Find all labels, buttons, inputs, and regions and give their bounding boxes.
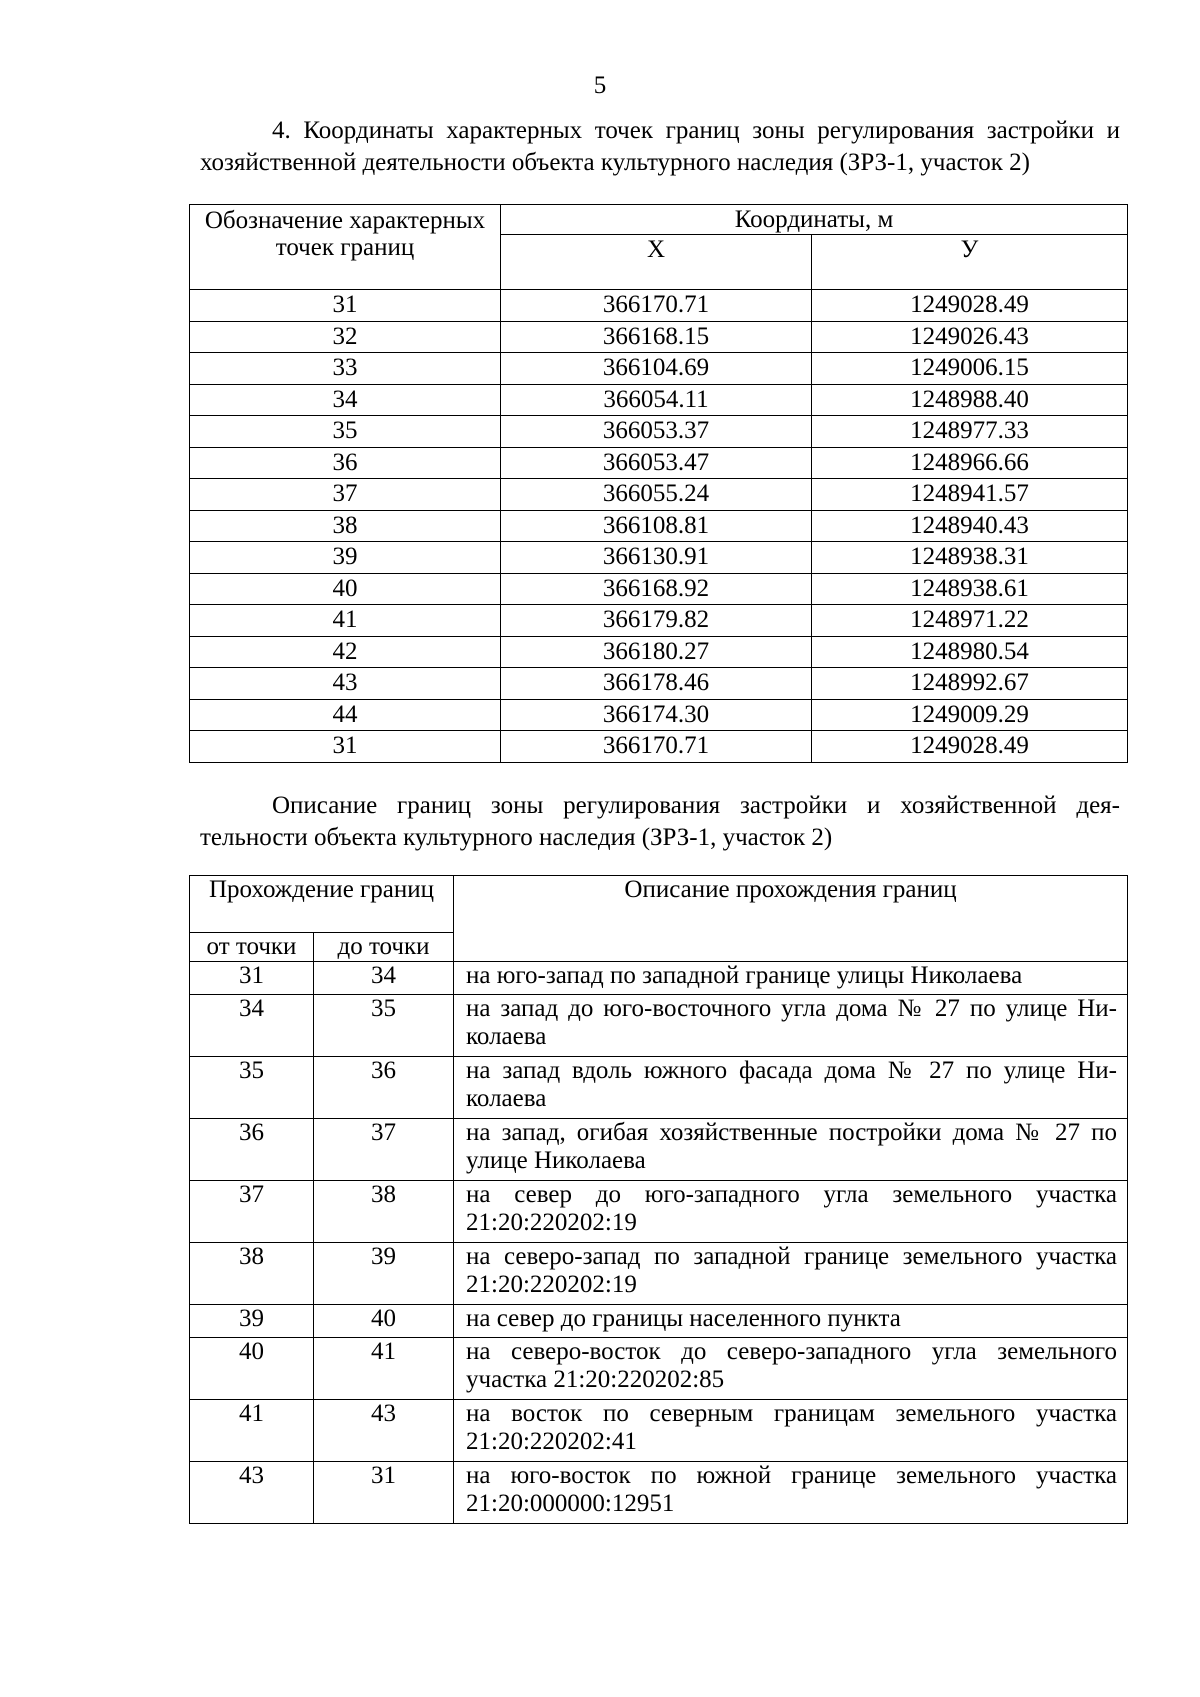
y-cell: 1249028.49 [812, 731, 1128, 763]
to-point-cell: 31 [314, 1462, 454, 1524]
description-cell: на запад, огибая хозяйственные постройки дома № 27 по улице Николаева [454, 1119, 1128, 1181]
point-cell: 40 [190, 573, 501, 605]
table-row [190, 447, 1128, 479]
to-point-cell: 35 [314, 995, 454, 1057]
from-point-cell: 43 [190, 1462, 314, 1524]
table-row [190, 1243, 1128, 1305]
x-cell: 366054.11 [501, 384, 812, 416]
coordinates-table [189, 204, 1128, 763]
x-cell: 366168.92 [501, 573, 812, 605]
to-point-cell: 37 [314, 1119, 454, 1181]
table-row [190, 479, 1128, 511]
to-point-cell: 38 [314, 1181, 454, 1243]
point-cell: 42 [190, 636, 501, 668]
header-from-point: от точки [190, 933, 314, 962]
point-cell: 34 [190, 384, 501, 416]
page-number: 5 [593, 72, 607, 99]
from-point-cell: 34 [190, 995, 314, 1057]
header-to-point: до точки [314, 933, 454, 962]
y-cell: 1248938.61 [812, 573, 1128, 605]
y-cell: 1249028.49 [812, 290, 1128, 322]
from-point-cell: 38 [190, 1243, 314, 1305]
description-cell: на запад до юго-восточного угла дома № 27 по улице Ни-колаева [454, 995, 1128, 1057]
y-cell: 1248971.22 [812, 605, 1128, 637]
from-point-cell: 31 [190, 962, 314, 995]
to-point-cell: 40 [314, 1305, 454, 1338]
table-row [190, 542, 1128, 574]
y-cell: 1248940.43 [812, 510, 1128, 542]
description-cell: на запад вдоль южного фасада дома № 27 по улице Ни-колаева [454, 1057, 1128, 1119]
y-cell: 1249026.43 [812, 321, 1128, 353]
x-cell: 366055.24 [501, 479, 812, 511]
table-row [190, 321, 1128, 353]
table-row [190, 995, 1128, 1057]
table-row [190, 416, 1128, 448]
from-point-cell: 41 [190, 1400, 314, 1462]
to-point-cell: 39 [314, 1243, 454, 1305]
point-cell: 37 [190, 479, 501, 511]
description-cell: на юго-запад по западной границе улицы Николаева [454, 962, 1128, 995]
table-row [190, 636, 1128, 668]
table-row [190, 1462, 1128, 1524]
table-row [190, 353, 1128, 385]
y-cell: 1248980.54 [812, 636, 1128, 668]
table-row [190, 668, 1128, 700]
y-cell: 1248977.33 [812, 416, 1128, 448]
x-cell: 366179.82 [501, 605, 812, 637]
point-cell: 43 [190, 668, 501, 700]
point-cell: 33 [190, 353, 501, 385]
table-row [190, 605, 1128, 637]
description-cell: на северо-запад по западной границе земельного участка 21:20:220202:19 [454, 1243, 1128, 1305]
table-row [190, 384, 1128, 416]
header-boundary-description: Описание прохождения границ [454, 876, 1128, 962]
y-cell: 1249009.29 [812, 699, 1128, 731]
description-cell: на восток по северным границам земельного участка 21:20:220202:41 [454, 1400, 1128, 1462]
point-cell: 32 [190, 321, 501, 353]
coordinates-table-title: 4. Координаты характерных точек границ зоны регулирования застройки и хозяйственной деятельности объекта культурного наследия (ЗРЗ-1, участок 2) [200, 117, 1120, 176]
point-cell: 39 [190, 542, 501, 574]
x-cell: 366170.71 [501, 290, 812, 322]
x-cell: 366170.71 [501, 731, 812, 763]
point-cell: 35 [190, 416, 501, 448]
table-row [190, 731, 1128, 763]
y-cell: 1248938.31 [812, 542, 1128, 574]
x-cell: 366053.37 [501, 416, 812, 448]
y-cell: 1248966.66 [812, 447, 1128, 479]
table-row [190, 1057, 1128, 1119]
table-row [190, 1305, 1128, 1338]
table-row [190, 962, 1128, 995]
table-row [190, 1119, 1128, 1181]
description-table-title: Описание границ зоны регулирования застройки и хозяйственной дея-тельности объекта культурного наследия (ЗРЗ-1, участок 2) [200, 792, 1120, 851]
to-point-cell: 43 [314, 1400, 454, 1462]
from-point-cell: 40 [190, 1338, 314, 1400]
x-cell: 366108.81 [501, 510, 812, 542]
x-cell: 366168.15 [501, 321, 812, 353]
x-cell: 366053.47 [501, 447, 812, 479]
to-point-cell: 41 [314, 1338, 454, 1400]
from-point-cell: 36 [190, 1119, 314, 1181]
y-cell: 1248988.40 [812, 384, 1128, 416]
table-row [190, 1181, 1128, 1243]
description-cell: на север до границы населенного пункта [454, 1305, 1128, 1338]
table-row [190, 1400, 1128, 1462]
table-row [190, 573, 1128, 605]
table-row [190, 1338, 1128, 1400]
to-point-cell: 34 [314, 962, 454, 995]
point-cell: 31 [190, 731, 501, 763]
description-cell: на север до юго-западного угла земельного участка 21:20:220202:19 [454, 1181, 1128, 1243]
y-cell: 1249006.15 [812, 353, 1128, 385]
y-cell: 1248941.57 [812, 479, 1128, 511]
point-cell: 41 [190, 605, 501, 637]
x-cell: 366104.69 [501, 353, 812, 385]
boundary-description-table [189, 875, 1128, 1524]
from-point-cell: 35 [190, 1057, 314, 1119]
x-cell: 366174.30 [501, 699, 812, 731]
table-row [190, 699, 1128, 731]
from-point-cell: 37 [190, 1181, 314, 1243]
point-cell: 38 [190, 510, 501, 542]
header-boundary-passage: Прохождение границ [190, 876, 454, 933]
point-cell: 31 [190, 290, 501, 322]
table-row [190, 510, 1128, 542]
x-cell: 366180.27 [501, 636, 812, 668]
point-cell: 44 [190, 699, 501, 731]
point-cell: 36 [190, 447, 501, 479]
x-cell: 366130.91 [501, 542, 812, 574]
header-point-designation: Обозначение характерных точек границ [190, 205, 501, 290]
from-point-cell: 39 [190, 1305, 314, 1338]
y-cell: 1248992.67 [812, 668, 1128, 700]
to-point-cell: 36 [314, 1057, 454, 1119]
description-cell: на северо-восток до северо-западного угла земельного участка 21:20:220202:85 [454, 1338, 1128, 1400]
header-coordinates: Координаты, м [501, 205, 1128, 235]
table-row [190, 290, 1128, 322]
header-x: Х [501, 235, 812, 290]
x-cell: 366178.46 [501, 668, 812, 700]
description-cell: на юго-восток по южной границе земельного участка 21:20:000000:12951 [454, 1462, 1128, 1524]
header-y: У [812, 235, 1128, 290]
